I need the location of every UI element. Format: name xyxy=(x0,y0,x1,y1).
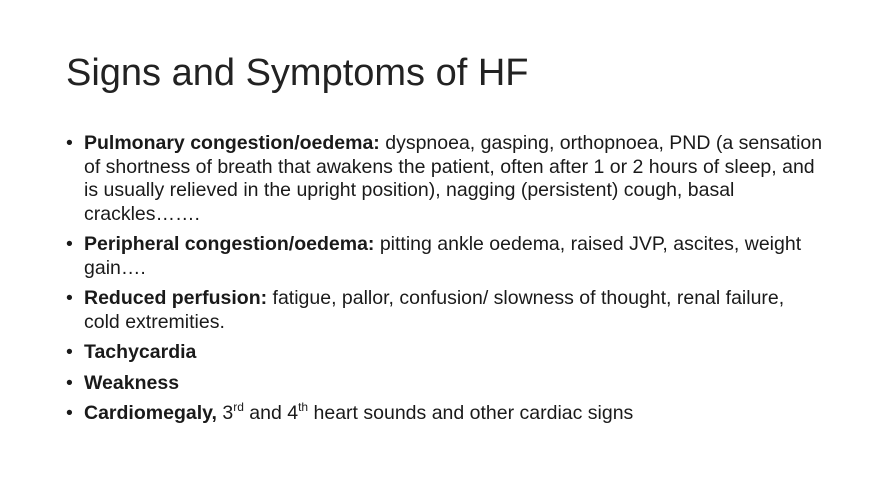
bullet-dot-icon: • xyxy=(66,371,73,394)
bullet-term: Peripheral congestion/oedema: xyxy=(84,233,375,255)
bullet-weakness xyxy=(64,372,824,396)
bullet-text: heart sounds and other cardiac signs xyxy=(308,402,634,424)
ordinal-suffix: th xyxy=(298,399,309,414)
bullet-cardiomegaly xyxy=(64,399,824,426)
bullet-dot-icon: • xyxy=(66,341,73,363)
ordinal-suffix: rd xyxy=(233,399,244,414)
bullet-term: Pulmonary congestion/oedema: xyxy=(84,132,380,154)
bullet-dot-icon: • xyxy=(66,287,73,309)
bullet-term: Weakness xyxy=(84,371,180,394)
bullet-dot-icon: • xyxy=(66,132,73,154)
bullet-text: dyspnoea, gasping, orthopnoea, PND (a sensation of shortness of breath that awakens the patient, often after 1 or 2 hours of sleep, and is usually relieved in the upright position), nagging (persistent) cough, basal crackles……. xyxy=(84,132,823,225)
bullet-text: 3 xyxy=(216,402,234,424)
bullet-term: Tachycardia xyxy=(84,341,197,363)
bullet-list xyxy=(64,132,824,433)
bullet-peripheral-congestion xyxy=(64,233,824,280)
bullet-text: pitting ankle oedema, raised JVP, ascites, weight gain…. xyxy=(84,233,802,279)
slide-title: Signs and Symptoms of HF xyxy=(66,52,529,94)
bullet-reduced-perfusion xyxy=(64,287,824,334)
bullet-text: fatigue, pallor, confusion/ slowness of thought, renal failure, cold extremities. xyxy=(84,287,785,333)
bullet-term: Cardiomegaly, xyxy=(84,402,217,424)
bullet-tachycardia xyxy=(64,341,824,365)
bullet-dot-icon: • xyxy=(66,233,73,255)
bullet-pulmonary-congestion xyxy=(64,132,824,226)
bullet-dot-icon: • xyxy=(66,402,73,424)
bullet-term: Reduced perfusion: xyxy=(84,287,268,309)
bullet-text: and 4 xyxy=(243,402,299,424)
